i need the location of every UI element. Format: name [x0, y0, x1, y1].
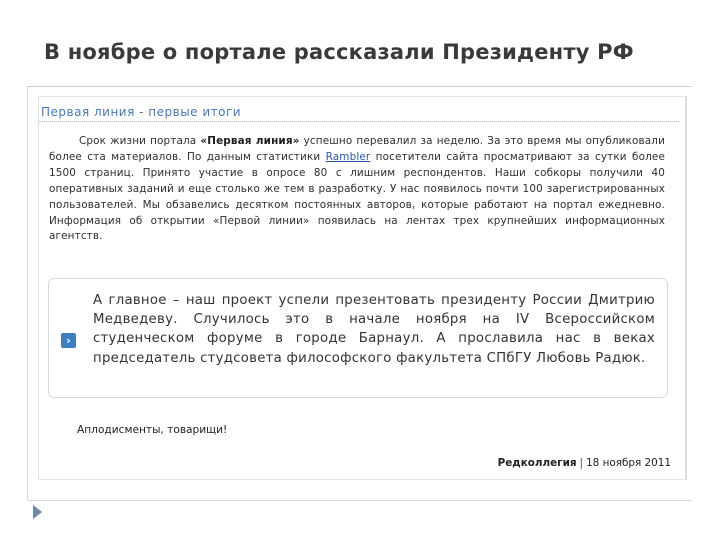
quote-text: А главное – наш проект успели презентовать президенту России Дмитрию Медведеву. Случилось это в начале ноября на IV Всероссийском студенческом форуме в городе Барнаул. А прославила нас в веках председатель студсовета философского факультета СПбГУ Любовь Радюк.	[93, 293, 655, 366]
signature-author: Редколлегия	[497, 457, 577, 469]
heading-divider	[39, 121, 679, 123]
section-heading: Первая линия - первые итоги	[41, 105, 242, 119]
slide-title: В ноябре о портале рассказали Президенту РФ	[44, 40, 634, 64]
left-divider	[27, 86, 28, 500]
article-text-3: посетители сайта просматривают за сутки более 1500 страниц. Принято участие в опросе 80 с лишним респондентов. Наши собкоры получили 40 оперативных заданий и еще столько же тем в разработку. У нас появилось почти 100 зарегистрированных пользователей. Мы обзавелись десятком постоянных авторов, которые работают на портал ежедневно. Информация об открытии «Первой линии» появилась на лентах трех крупнейших информационных агентств.	[49, 150, 665, 243]
signature-date: 18 ноября 2011	[586, 457, 671, 469]
portal-name: «Первая линия»	[200, 135, 300, 147]
article-text-1: Срок жизни портала	[79, 135, 201, 147]
signature	[498, 457, 671, 469]
article-screenshot	[38, 96, 687, 480]
quote-box	[48, 278, 668, 398]
top-divider	[28, 86, 692, 87]
slide-arrow-icon	[33, 505, 42, 519]
applause-text: Аплодисменты, товарищи!	[77, 424, 228, 436]
rambler-link[interactable]: Rambler	[325, 150, 371, 163]
bottom-divider	[28, 500, 692, 501]
signature-separator: |	[579, 457, 584, 469]
quote-chevron-icon: ›	[61, 333, 76, 348]
article-text-2: успешно перевалил за неделю. За это время мы опубликовали более ста материалов. По данным статистики	[49, 135, 666, 163]
article-body	[49, 134, 665, 245]
